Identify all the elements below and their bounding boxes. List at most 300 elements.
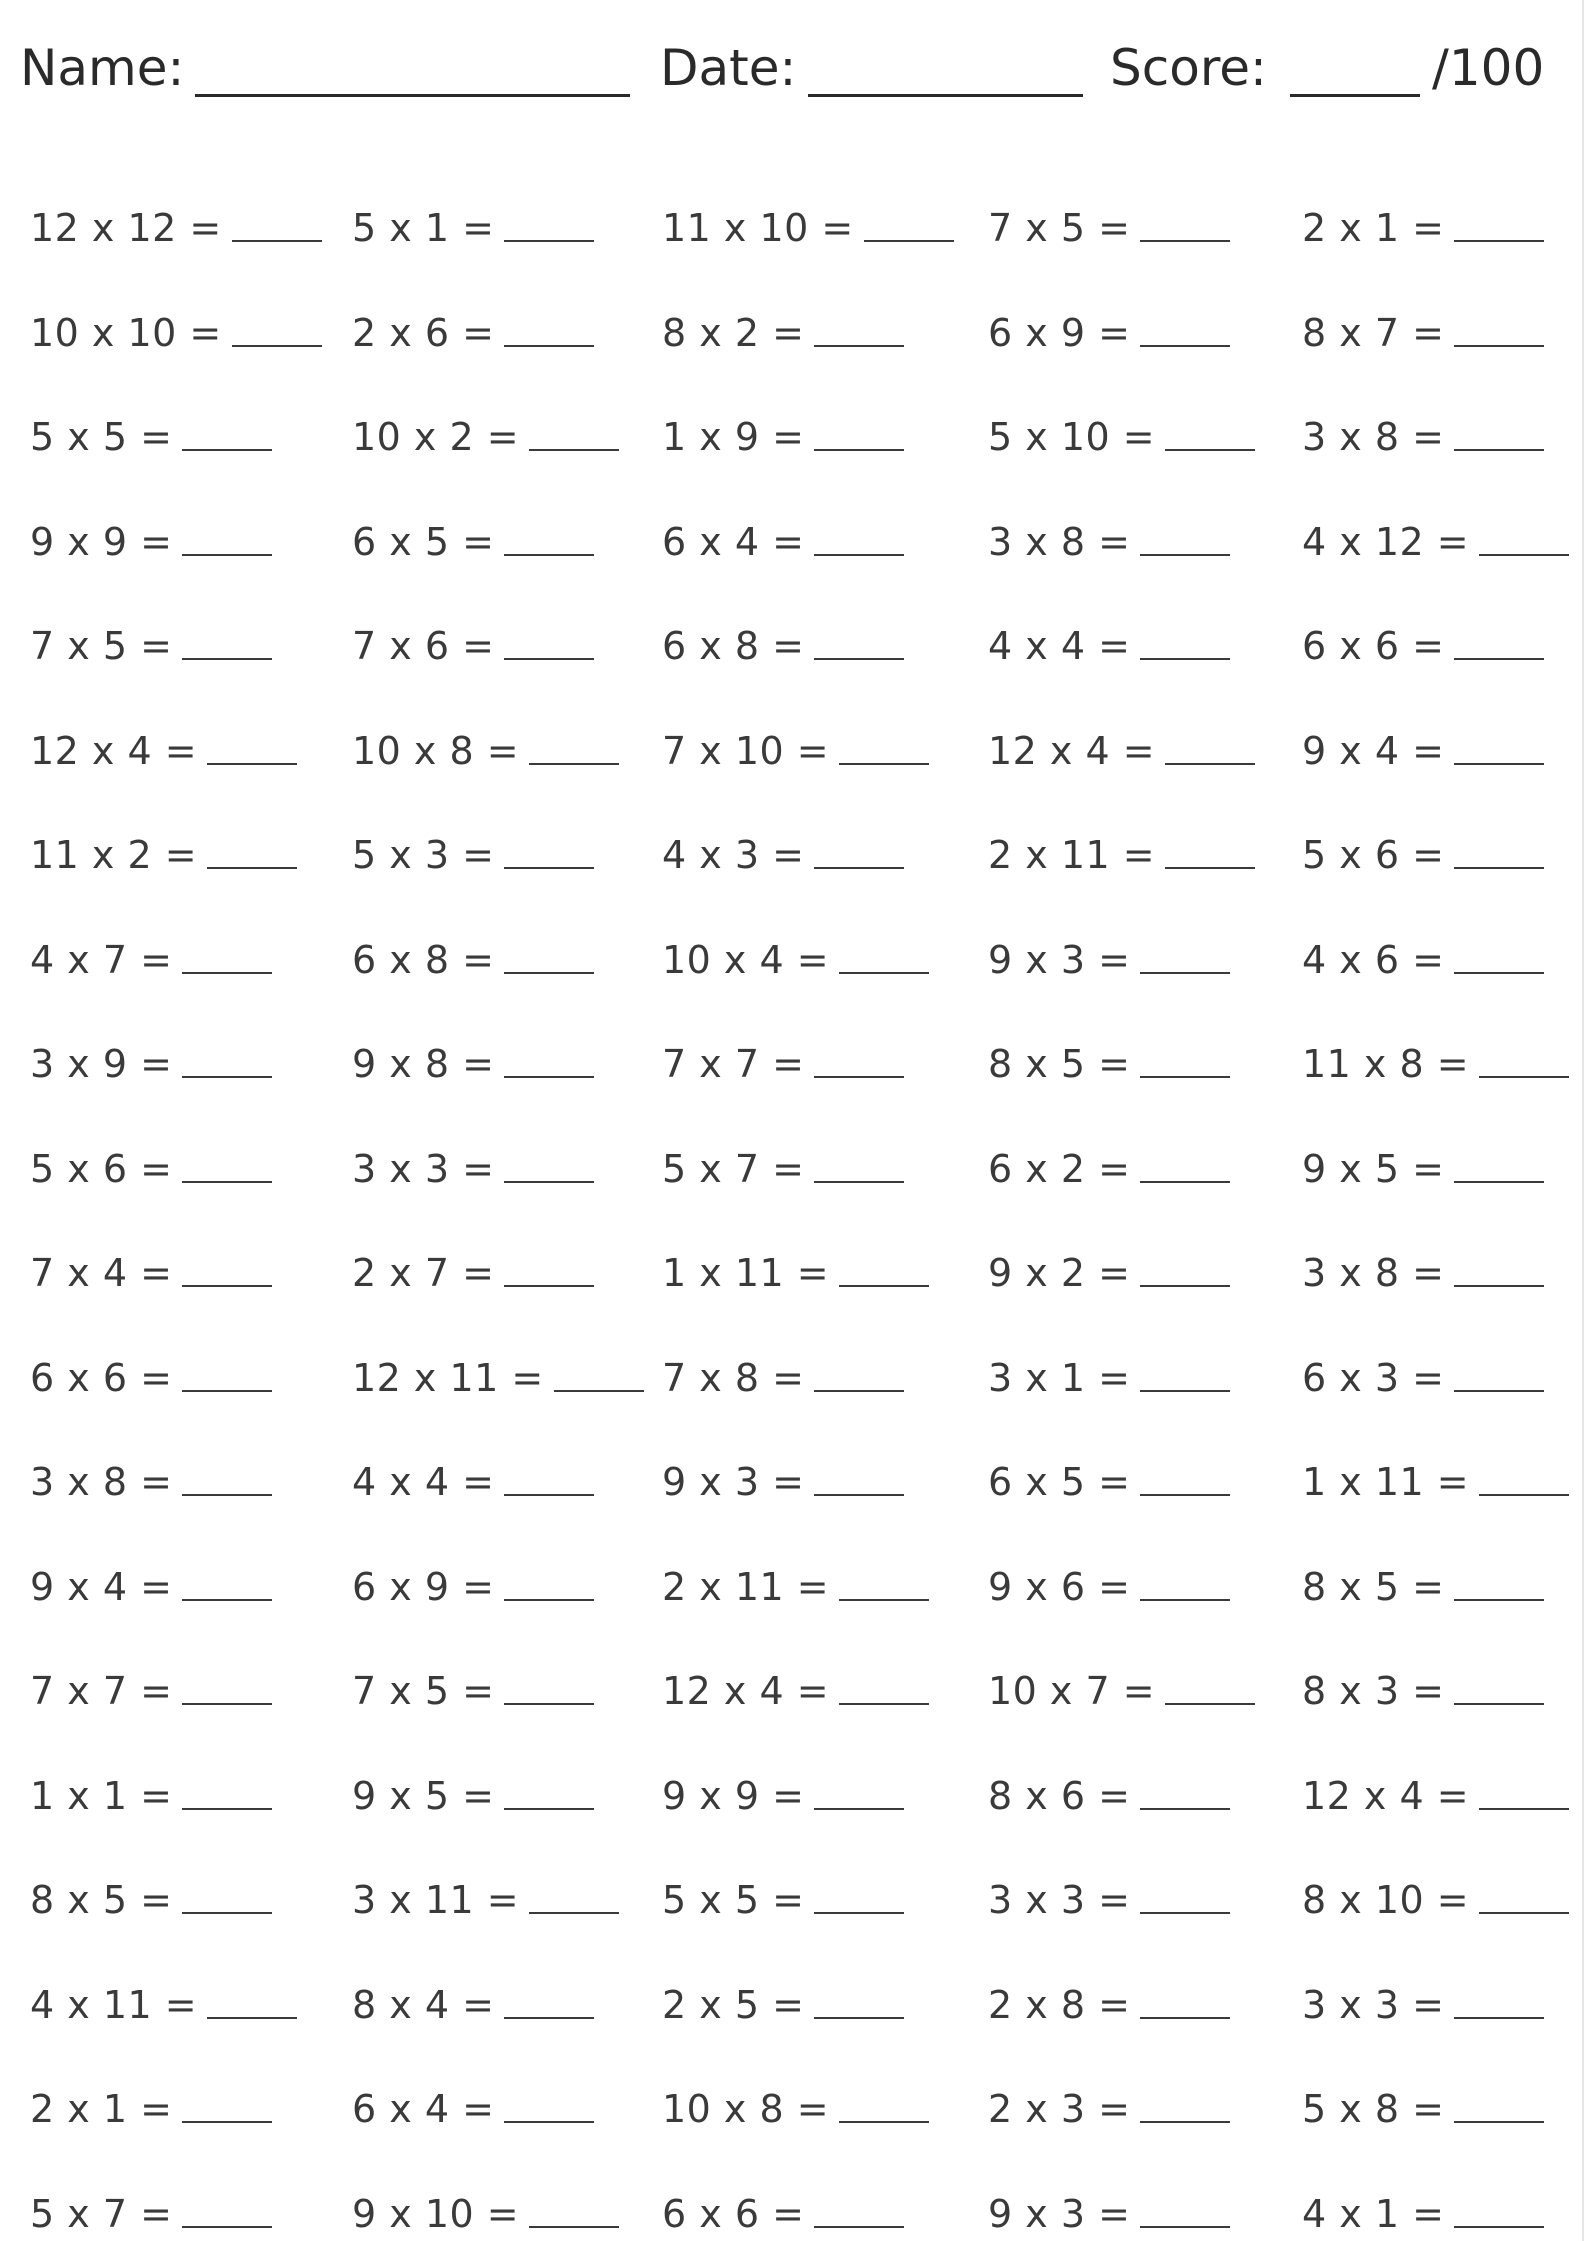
score-total: /100 xyxy=(1432,39,1545,97)
problem xyxy=(988,2073,1230,2133)
problem xyxy=(352,1655,594,1715)
problem-expression: 2 x 8 = xyxy=(988,1983,1131,2027)
problem xyxy=(352,1969,594,2029)
problem xyxy=(30,2073,272,2133)
problem-row xyxy=(0,610,1588,670)
answer-blank[interactable] xyxy=(207,2017,297,2019)
problem-expression: 9 x 5 = xyxy=(1302,1147,1445,1191)
answer-blank[interactable] xyxy=(1140,1076,1230,1078)
problem-expression: 2 x 3 = xyxy=(988,2087,1131,2131)
answer-blank[interactable] xyxy=(504,972,594,974)
problem-expression: 4 x 4 = xyxy=(988,624,1131,668)
problem-row xyxy=(0,924,1588,984)
answer-blank[interactable] xyxy=(1479,554,1569,556)
answer-blank[interactable] xyxy=(1454,763,1544,765)
answer-blank[interactable] xyxy=(182,1808,272,1810)
problem-expression: 3 x 3 = xyxy=(1302,1983,1445,2027)
problem xyxy=(988,715,1255,775)
answer-blank[interactable] xyxy=(504,2017,594,2019)
answer-blank[interactable] xyxy=(182,1912,272,1914)
problem xyxy=(30,1237,272,1297)
problem-expression: 9 x 6 = xyxy=(988,1565,1131,1609)
answer-blank[interactable] xyxy=(814,658,904,660)
answer-blank[interactable] xyxy=(839,763,929,765)
answer-blank[interactable] xyxy=(504,658,594,660)
answer-blank[interactable] xyxy=(1165,763,1255,765)
problem-row xyxy=(0,1551,1588,1611)
problem xyxy=(1302,2178,1544,2238)
problem xyxy=(662,2073,929,2133)
problem-expression: 7 x 5 = xyxy=(988,206,1131,250)
answer-blank[interactable] xyxy=(1140,2226,1230,2228)
problem xyxy=(1302,715,1544,775)
problem-expression: 6 x 6 = xyxy=(1302,624,1445,668)
answer-blank[interactable] xyxy=(1140,2017,1230,2019)
problem-expression: 11 x 10 = xyxy=(662,206,854,250)
problem xyxy=(988,819,1255,879)
answer-blank[interactable] xyxy=(1140,1181,1230,1183)
answer-blank[interactable] xyxy=(1165,449,1255,451)
answer-blank[interactable] xyxy=(1140,972,1230,974)
problem xyxy=(352,1342,644,1402)
problem-expression: 3 x 9 = xyxy=(30,1042,173,1086)
problem xyxy=(662,506,904,566)
problem xyxy=(1302,1237,1544,1297)
problem-expression: 5 x 6 = xyxy=(30,1147,173,1191)
problem-expression: 2 x 7 = xyxy=(352,1251,495,1295)
answer-blank[interactable] xyxy=(1140,2121,1230,2123)
answer-blank[interactable] xyxy=(1479,1076,1569,1078)
problem-expression: 2 x 11 = xyxy=(988,833,1156,877)
answer-blank[interactable] xyxy=(1454,1285,1544,1287)
problem xyxy=(1302,1655,1544,1715)
problem-expression: 4 x 11 = xyxy=(30,1983,198,2027)
problem-expression: 1 x 9 = xyxy=(662,415,805,459)
answer-blank[interactable] xyxy=(839,1703,929,1705)
problem xyxy=(662,924,929,984)
problem xyxy=(352,1133,594,1193)
answer-blank[interactable] xyxy=(1454,449,1544,451)
problem-expression: 2 x 6 = xyxy=(352,311,495,355)
problem-expression: 8 x 7 = xyxy=(1302,311,1445,355)
problem-expression: 12 x 11 = xyxy=(352,1356,544,1400)
answer-blank[interactable] xyxy=(1165,1703,1255,1705)
problem-expression: 9 x 5 = xyxy=(352,1774,495,1818)
answer-blank[interactable] xyxy=(554,1390,644,1392)
problem xyxy=(352,506,594,566)
problem xyxy=(30,1969,297,2029)
problem-expression: 6 x 3 = xyxy=(1302,1356,1445,1400)
problem-expression: 3 x 8 = xyxy=(1302,415,1445,459)
answer-blank[interactable] xyxy=(504,554,594,556)
problem-expression: 12 x 4 = xyxy=(662,1669,830,1713)
problem xyxy=(30,192,322,252)
problem-expression: 12 x 12 = xyxy=(30,206,222,250)
problem xyxy=(352,1237,594,1297)
problem-expression: 6 x 8 = xyxy=(662,624,805,668)
problem-expression: 9 x 4 = xyxy=(1302,729,1445,773)
problem-expression: 10 x 4 = xyxy=(662,938,830,982)
answer-blank[interactable] xyxy=(529,2226,619,2228)
problem-row xyxy=(0,1760,1588,1820)
answer-blank[interactable] xyxy=(529,763,619,765)
problem-expression: 3 x 8 = xyxy=(1302,1251,1445,1295)
answer-blank[interactable] xyxy=(1140,1390,1230,1392)
answer-blank[interactable] xyxy=(814,2226,904,2228)
answer-blank[interactable] xyxy=(814,1494,904,1496)
problem xyxy=(352,715,619,775)
problem xyxy=(30,1864,272,1924)
problem-expression: 8 x 4 = xyxy=(352,1983,495,2027)
date-field[interactable] xyxy=(808,94,1083,97)
answer-blank[interactable] xyxy=(1454,1390,1544,1392)
answer-blank[interactable] xyxy=(207,763,297,765)
answer-blank[interactable] xyxy=(232,345,322,347)
problem-expression: 3 x 8 = xyxy=(30,1460,173,1504)
problem xyxy=(662,1551,929,1611)
answer-blank[interactable] xyxy=(1454,658,1544,660)
answer-blank[interactable] xyxy=(1140,240,1230,242)
problem xyxy=(988,192,1230,252)
problem-expression: 8 x 3 = xyxy=(1302,1669,1445,1713)
problem-expression: 3 x 11 = xyxy=(352,1878,520,1922)
problem-expression: 4 x 3 = xyxy=(662,833,805,877)
answer-blank[interactable] xyxy=(182,1390,272,1392)
problem-expression: 8 x 2 = xyxy=(662,311,805,355)
answer-blank[interactable] xyxy=(529,1912,619,1914)
problem-expression: 10 x 8 = xyxy=(662,2087,830,2131)
problem xyxy=(1302,297,1544,357)
problem xyxy=(988,1969,1230,2029)
problem xyxy=(1302,1864,1569,1924)
problem-row xyxy=(0,715,1588,775)
answer-blank[interactable] xyxy=(1140,345,1230,347)
problem xyxy=(662,819,904,879)
problem-expression: 5 x 3 = xyxy=(352,833,495,877)
answer-blank[interactable] xyxy=(814,1808,904,1810)
problem-row xyxy=(0,2073,1588,2133)
problem xyxy=(30,297,322,357)
problem-expression: 5 x 6 = xyxy=(1302,833,1445,877)
problem xyxy=(352,1028,594,1088)
problem xyxy=(988,1864,1230,1924)
problem-expression: 4 x 1 = xyxy=(1302,2192,1445,2236)
problem xyxy=(30,819,297,879)
problem-row xyxy=(0,1237,1588,1297)
answer-blank[interactable] xyxy=(839,972,929,974)
problem-expression: 6 x 6 = xyxy=(30,1356,173,1400)
problem-expression: 9 x 2 = xyxy=(988,1251,1131,1295)
problem-expression: 4 x 12 = xyxy=(1302,520,1470,564)
answer-blank[interactable] xyxy=(1454,2017,1544,2019)
answer-blank[interactable] xyxy=(182,449,272,451)
problem-expression: 6 x 9 = xyxy=(352,1565,495,1609)
problem xyxy=(988,1028,1230,1088)
answer-blank[interactable] xyxy=(1454,345,1544,347)
problem-expression: 8 x 6 = xyxy=(988,1774,1131,1818)
problem-expression: 6 x 4 = xyxy=(352,2087,495,2131)
answer-blank[interactable] xyxy=(864,240,954,242)
problem xyxy=(1302,1969,1544,2029)
answer-blank[interactable] xyxy=(182,972,272,974)
problem xyxy=(1302,1133,1544,1193)
problem-expression: 7 x 5 = xyxy=(352,1669,495,1713)
problem-expression: 10 x 7 = xyxy=(988,1669,1156,1713)
problem-expression: 7 x 7 = xyxy=(30,1669,173,1713)
problem xyxy=(30,401,272,461)
answer-blank[interactable] xyxy=(1140,1494,1230,1496)
problem xyxy=(662,1028,904,1088)
answer-blank[interactable] xyxy=(814,2017,904,2019)
answer-blank[interactable] xyxy=(504,867,594,869)
answer-blank[interactable] xyxy=(839,1285,929,1287)
answer-blank[interactable] xyxy=(504,1703,594,1705)
problem-expression: 6 x 5 = xyxy=(988,1460,1131,1504)
answer-blank[interactable] xyxy=(1140,1808,1230,1810)
date-label: Date: xyxy=(660,39,797,97)
answer-blank[interactable] xyxy=(1479,1494,1569,1496)
answer-blank[interactable] xyxy=(814,1181,904,1183)
problem xyxy=(988,506,1230,566)
problem xyxy=(352,1446,594,1506)
problem xyxy=(988,1446,1230,1506)
answer-blank[interactable] xyxy=(1140,1599,1230,1601)
problem xyxy=(30,610,272,670)
problem-row xyxy=(0,2178,1588,2238)
problem xyxy=(352,2178,619,2238)
problem-row xyxy=(0,1133,1588,1193)
problem-expression: 1 x 1 = xyxy=(30,1774,173,1818)
problem xyxy=(1302,1446,1569,1506)
answer-blank[interactable] xyxy=(182,1181,272,1183)
answer-blank[interactable] xyxy=(504,345,594,347)
answer-blank[interactable] xyxy=(504,1808,594,1810)
problem-row xyxy=(0,506,1588,566)
problem-expression: 12 x 4 = xyxy=(30,729,198,773)
problem-expression: 4 x 6 = xyxy=(1302,938,1445,982)
problem-row xyxy=(0,192,1588,252)
answer-blank[interactable] xyxy=(1140,554,1230,556)
answer-blank[interactable] xyxy=(182,1599,272,1601)
answer-blank[interactable] xyxy=(1140,1912,1230,1914)
answer-blank[interactable] xyxy=(1454,2226,1544,2228)
answer-blank[interactable] xyxy=(814,1390,904,1392)
problem xyxy=(352,297,594,357)
answer-blank[interactable] xyxy=(814,554,904,556)
problem xyxy=(1302,610,1544,670)
answer-blank[interactable] xyxy=(814,1912,904,1914)
problem-expression: 2 x 5 = xyxy=(662,1983,805,2027)
problem xyxy=(662,192,954,252)
answer-blank[interactable] xyxy=(814,345,904,347)
score-label: Score: xyxy=(1110,39,1267,97)
answer-blank[interactable] xyxy=(232,240,322,242)
problem-expression: 9 x 3 = xyxy=(662,1460,805,1504)
problem-expression: 4 x 7 = xyxy=(30,938,173,982)
problem xyxy=(352,819,594,879)
problem-expression: 8 x 5 = xyxy=(988,1042,1131,1086)
problem-expression: 11 x 8 = xyxy=(1302,1042,1470,1086)
problem xyxy=(1302,401,1544,461)
answer-blank[interactable] xyxy=(504,1494,594,1496)
problem-expression: 7 x 4 = xyxy=(30,1251,173,1295)
answer-blank[interactable] xyxy=(529,449,619,451)
problem-expression: 11 x 2 = xyxy=(30,833,198,877)
answer-blank[interactable] xyxy=(1479,1912,1569,1914)
problem xyxy=(662,1655,929,1715)
problem xyxy=(1302,924,1544,984)
problem-expression: 10 x 8 = xyxy=(352,729,520,773)
problem-row xyxy=(0,1864,1588,1924)
problem xyxy=(988,610,1230,670)
answer-blank[interactable] xyxy=(182,1703,272,1705)
problem xyxy=(1302,192,1544,252)
problem xyxy=(30,924,272,984)
problem xyxy=(662,1237,929,1297)
problem-expression: 12 x 4 = xyxy=(1302,1774,1470,1818)
answer-blank[interactable] xyxy=(207,867,297,869)
problem xyxy=(662,1342,904,1402)
answer-blank[interactable] xyxy=(182,2226,272,2228)
problem-expression: 7 x 10 = xyxy=(662,729,830,773)
answer-blank[interactable] xyxy=(814,1076,904,1078)
answer-blank[interactable] xyxy=(1454,972,1544,974)
problem xyxy=(30,2178,272,2238)
problem xyxy=(988,401,1255,461)
problem-expression: 9 x 9 = xyxy=(30,520,173,564)
problem xyxy=(988,1342,1230,1402)
answer-blank[interactable] xyxy=(839,1599,929,1601)
answer-blank[interactable] xyxy=(1454,867,1544,869)
problem-row xyxy=(0,401,1588,461)
problem-row xyxy=(0,1655,1588,1715)
answer-blank[interactable] xyxy=(1454,240,1544,242)
answer-blank[interactable] xyxy=(182,1285,272,1287)
problem-expression: 7 x 5 = xyxy=(30,624,173,668)
problem-expression: 8 x 10 = xyxy=(1302,1878,1470,1922)
problem-expression: 12 x 4 = xyxy=(988,729,1156,773)
problem-expression: 6 x 2 = xyxy=(988,1147,1131,1191)
problem-row xyxy=(0,297,1588,357)
page-edge xyxy=(1582,0,1584,2241)
problem xyxy=(988,297,1230,357)
problem xyxy=(30,1342,272,1402)
problem xyxy=(352,924,594,984)
answer-blank[interactable] xyxy=(1165,867,1255,869)
problem xyxy=(352,1760,594,1820)
problem-expression: 5 x 1 = xyxy=(352,206,495,250)
problem xyxy=(30,1446,272,1506)
answer-blank[interactable] xyxy=(504,2121,594,2123)
problem xyxy=(352,2073,594,2133)
answer-blank[interactable] xyxy=(1454,1703,1544,1705)
problem xyxy=(30,715,297,775)
answer-blank[interactable] xyxy=(1454,1181,1544,1183)
problem-expression: 9 x 3 = xyxy=(988,2192,1131,2236)
problem xyxy=(988,2178,1230,2238)
problem-row xyxy=(0,1446,1588,1506)
problem xyxy=(30,506,272,566)
problem xyxy=(352,401,619,461)
problem-expression: 2 x 1 = xyxy=(30,2087,173,2131)
problem xyxy=(988,1237,1230,1297)
problem xyxy=(662,1969,904,2029)
problem xyxy=(662,2178,904,2238)
problem-expression: 6 x 5 = xyxy=(352,520,495,564)
answer-blank[interactable] xyxy=(839,2121,929,2123)
name-field[interactable] xyxy=(195,94,630,97)
answer-blank[interactable] xyxy=(814,867,904,869)
problem-expression: 6 x 6 = xyxy=(662,2192,805,2236)
answer-blank[interactable] xyxy=(182,2121,272,2123)
problem-expression: 5 x 7 = xyxy=(30,2192,173,2236)
problem xyxy=(988,1760,1230,1820)
answer-blank[interactable] xyxy=(504,1181,594,1183)
problem xyxy=(352,610,594,670)
problem-expression: 3 x 3 = xyxy=(988,1878,1131,1922)
answer-blank[interactable] xyxy=(814,449,904,451)
answer-blank[interactable] xyxy=(1479,1808,1569,1810)
problem-expression: 1 x 11 = xyxy=(1302,1460,1470,1504)
problem-expression: 9 x 8 = xyxy=(352,1042,495,1086)
problem xyxy=(662,297,904,357)
problem xyxy=(662,715,929,775)
answer-blank[interactable] xyxy=(1454,2121,1544,2123)
answer-blank[interactable] xyxy=(504,1076,594,1078)
answer-blank[interactable] xyxy=(182,658,272,660)
problem-expression: 5 x 10 = xyxy=(988,415,1156,459)
score-field[interactable] xyxy=(1290,94,1420,97)
problem-expression: 9 x 10 = xyxy=(352,2192,520,2236)
problem-expression: 7 x 7 = xyxy=(662,1042,805,1086)
answer-blank[interactable] xyxy=(504,1285,594,1287)
problem xyxy=(1302,1760,1569,1820)
problem-row xyxy=(0,819,1588,879)
problem xyxy=(988,1133,1230,1193)
answer-blank[interactable] xyxy=(1140,1285,1230,1287)
problem-row xyxy=(0,1028,1588,1088)
problem xyxy=(1302,2073,1544,2133)
problem-row xyxy=(0,1969,1588,2029)
problem xyxy=(352,1551,594,1611)
answer-blank[interactable] xyxy=(1140,658,1230,660)
problem xyxy=(662,1133,904,1193)
problem-expression: 5 x 5 = xyxy=(662,1878,805,1922)
problem xyxy=(30,1760,272,1820)
answer-blank[interactable] xyxy=(182,1076,272,1078)
problem-expression: 10 x 10 = xyxy=(30,311,222,355)
problem xyxy=(662,1760,904,1820)
problem-expression: 9 x 9 = xyxy=(662,1774,805,1818)
name-label: Name: xyxy=(20,39,185,97)
problem xyxy=(1302,1551,1544,1611)
problem-expression: 7 x 6 = xyxy=(352,624,495,668)
answer-blank[interactable] xyxy=(182,1494,272,1496)
answer-blank[interactable] xyxy=(504,240,594,242)
problem-expression: 9 x 4 = xyxy=(30,1565,173,1609)
worksheet-header xyxy=(0,38,1588,108)
answer-blank[interactable] xyxy=(1454,1599,1544,1601)
problem-expression: 2 x 1 = xyxy=(1302,206,1445,250)
answer-blank[interactable] xyxy=(504,1599,594,1601)
problem-row xyxy=(0,1342,1588,1402)
problem-expression: 3 x 1 = xyxy=(988,1356,1131,1400)
problem xyxy=(30,1028,272,1088)
problem-expression: 5 x 5 = xyxy=(30,415,173,459)
problem xyxy=(662,1446,904,1506)
problem-expression: 6 x 4 = xyxy=(662,520,805,564)
answer-blank[interactable] xyxy=(182,554,272,556)
